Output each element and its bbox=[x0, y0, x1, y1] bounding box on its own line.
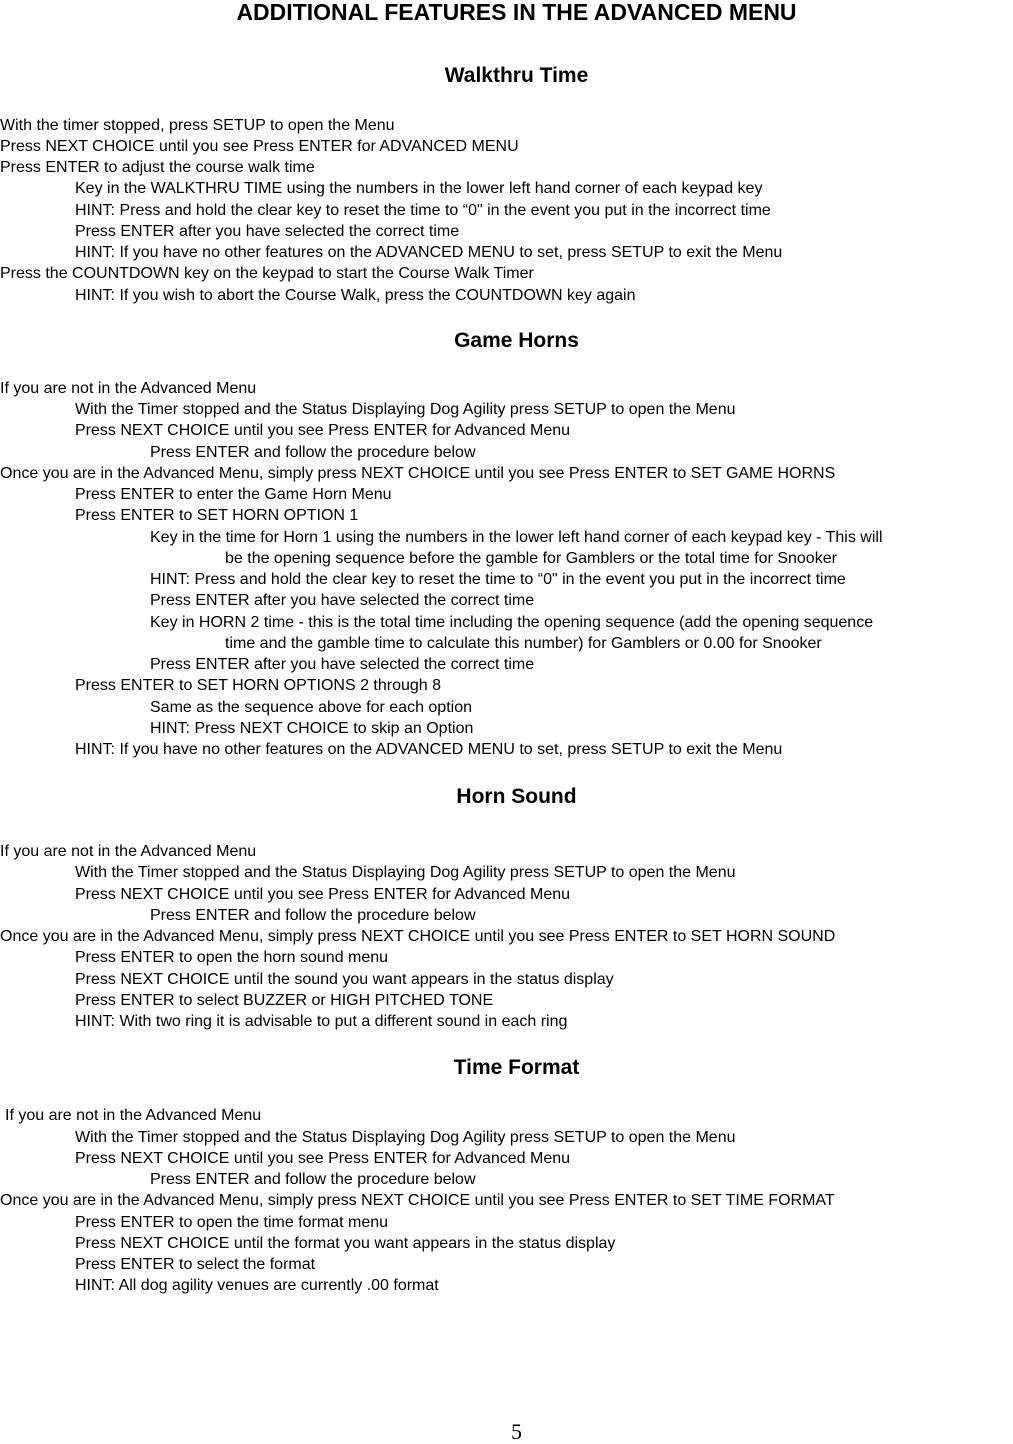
walkthru-line-6: Press ENTER after you have selected the correct time bbox=[75, 223, 460, 240]
time-format-line-7: Press NEXT CHOICE until the format you want appears in the status display bbox=[75, 1235, 616, 1252]
game-horns-line-10: HINT: Press and hold the clear key to reset the time to “0" in the event you put in the incorrect time bbox=[150, 571, 846, 588]
horn-sound-line-1: If you are not in the Advanced Menu bbox=[0, 843, 257, 860]
game-horns-line-14: Press ENTER after you have selected the correct time bbox=[150, 656, 535, 673]
game-horns-line-1: If you are not in the Advanced Menu bbox=[0, 380, 257, 397]
page-number: 5 bbox=[511, 1419, 522, 1444]
time-format-line-4: Press ENTER and follow the procedure below bbox=[150, 1171, 476, 1188]
horn-sound-line-4: Press ENTER and follow the procedure below bbox=[150, 907, 476, 924]
horn-sound-heading: Horn Sound bbox=[456, 785, 577, 808]
walkthru-line-2: Press NEXT CHOICE until you see Press ENTER for ADVANCED MENU bbox=[0, 138, 519, 155]
game-horns-line-7: Press ENTER to SET HORN OPTION 1 bbox=[75, 507, 359, 524]
game-horns-line-11: Press ENTER after you have selected the correct time bbox=[150, 592, 535, 609]
time-format-line-5: Once you are in the Advanced Menu, simply press NEXT CHOICE until you see Press ENTER to SET TIME FORMAT bbox=[0, 1192, 835, 1209]
game-horns-heading: Game Horns bbox=[454, 329, 579, 352]
walkthru-line-4: Key in the WALKTHRU TIME using the numbers in the lower left hand corner of each keypad key bbox=[75, 180, 763, 197]
page-title: ADDITIONAL FEATURES IN THE ADVANCED MENU bbox=[236, 0, 797, 25]
game-horns-line-13: time and the gamble time to calculate this number) for Gamblers or 0.00 for Snooker bbox=[225, 635, 822, 652]
walkthru-line-5: HINT: Press and hold the clear key to reset the time to “0" in the event you put in the incorrect time bbox=[75, 202, 771, 219]
horn-sound-line-8: Press ENTER to select BUZZER or HIGH PITCHED TONE bbox=[75, 992, 494, 1009]
horn-sound-line-3: Press NEXT CHOICE until you see Press ENTER for Advanced Menu bbox=[75, 886, 571, 903]
game-horns-line-8: Key in the time for Horn 1 using the numbers in the lower left hand corner of each keypad key - This will bbox=[150, 529, 883, 546]
game-horns-line-2: With the Timer stopped and the Status Displaying Dog Agility press SETUP to open the Menu bbox=[75, 401, 736, 418]
game-horns-line-15: Press ENTER to SET HORN OPTIONS 2 through 8 bbox=[75, 677, 442, 694]
game-horns-line-6: Press ENTER to enter the Game Horn Menu bbox=[75, 486, 392, 503]
game-horns-line-5: Once you are in the Advanced Menu, simply press NEXT CHOICE until you see Press ENTER to SET GAME HORNS bbox=[0, 465, 836, 482]
time-format-line-2: With the Timer stopped and the Status Displaying Dog Agility press SETUP to open the Menu bbox=[75, 1129, 736, 1146]
walkthru-line-3: Press ENTER to adjust the course walk time bbox=[0, 159, 315, 176]
horn-sound-line-5: Once you are in the Advanced Menu, simply press NEXT CHOICE until you see Press ENTER to SET HORN SOUND bbox=[0, 928, 836, 945]
time-format-line-9: HINT: All dog agility venues are currently .00 format bbox=[75, 1277, 439, 1294]
walkthru-line-9: HINT: If you wish to abort the Course Walk, press the COUNTDOWN key again bbox=[75, 287, 636, 304]
time-format-line-1: If you are not in the Advanced Menu bbox=[5, 1107, 262, 1124]
horn-sound-line-6: Press ENTER to open the horn sound menu bbox=[75, 949, 389, 966]
horn-sound-line-7: Press NEXT CHOICE until the sound you want appears in the status display bbox=[75, 971, 614, 988]
horn-sound-line-9: HINT: With two ring it is advisable to put a different sound in each ring bbox=[75, 1013, 568, 1030]
game-horns-line-16: Same as the sequence above for each option bbox=[150, 699, 472, 716]
walkthru-line-8: Press the COUNTDOWN key on the keypad to start the Course Walk Timer bbox=[0, 265, 534, 282]
game-horns-line-18: HINT: If you have no other features on the ADVANCED MENU to set, press SETUP to exit the Menu bbox=[75, 741, 783, 758]
game-horns-line-9: be the opening sequence before the gamble for Gamblers or the total time for Snooker bbox=[225, 550, 837, 567]
time-format-line-3: Press NEXT CHOICE until you see Press ENTER for Advanced Menu bbox=[75, 1150, 571, 1167]
walkthru-heading: Walkthru Time bbox=[444, 64, 589, 87]
walkthru-line-7: HINT: If you have no other features on the ADVANCED MENU to set, press SETUP to exit the Menu bbox=[75, 244, 783, 261]
game-horns-line-3: Press NEXT CHOICE until you see Press ENTER for Advanced Menu bbox=[75, 422, 571, 439]
game-horns-line-12: Key in HORN 2 time - this is the total time including the opening sequence (add the opening sequence bbox=[150, 614, 874, 631]
horn-sound-line-2: With the Timer stopped and the Status Displaying Dog Agility press SETUP to open the Menu bbox=[75, 864, 736, 881]
walkthru-line-1: With the timer stopped, press SETUP to open the Menu bbox=[0, 117, 395, 134]
time-format-heading: Time Format bbox=[453, 1056, 580, 1079]
time-format-line-8: Press ENTER to select the format bbox=[75, 1256, 316, 1273]
game-horns-line-17: HINT: Press NEXT CHOICE to skip an Option bbox=[150, 720, 474, 737]
game-horns-line-4: Press ENTER and follow the procedure below bbox=[150, 444, 476, 461]
time-format-line-6: Press ENTER to open the time format menu bbox=[75, 1214, 389, 1231]
